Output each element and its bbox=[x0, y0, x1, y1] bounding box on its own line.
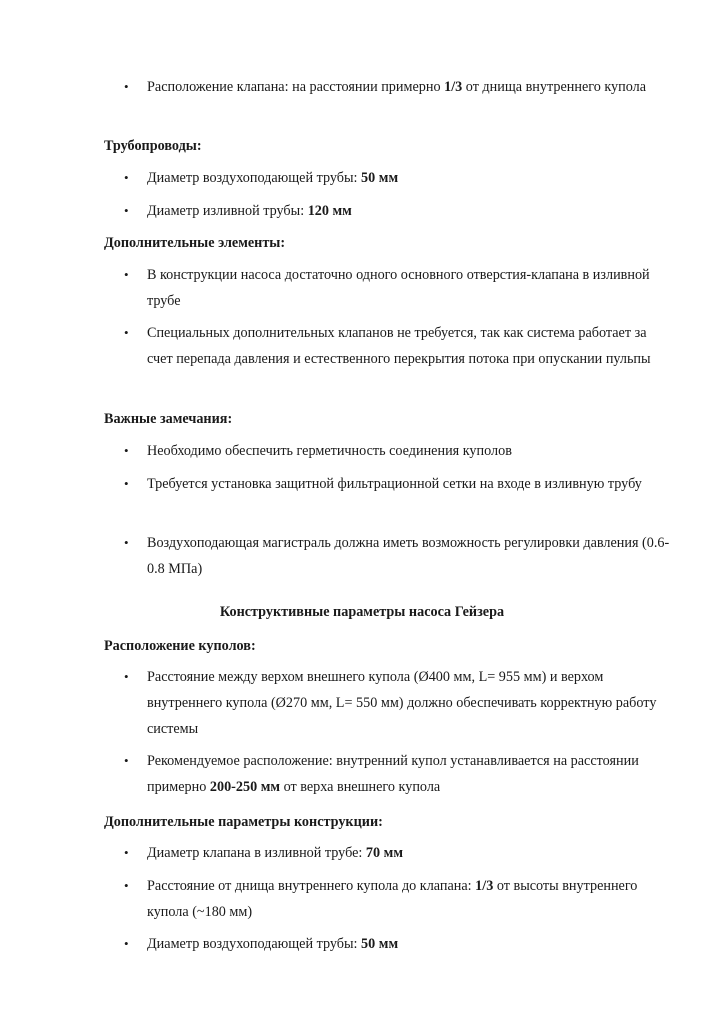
section-heading: Дополнительные элементы: bbox=[104, 235, 286, 251]
bullet: • bbox=[124, 203, 129, 218]
page-title: Конструктивные параметры насоса Гейзера bbox=[219, 604, 505, 620]
list-item-text: Специальных дополнительных клапанов не требуется, так как система работает за счет перепада давления и естественного перекрытия потока при опускании пульпы bbox=[147, 325, 651, 367]
bullet: • bbox=[124, 878, 129, 893]
list-item-text: В конструкции насоса достаточно одного основного отверстия-клапана в изливной трубе bbox=[147, 267, 650, 309]
list-item-text: Требуется установка защитной фильтрационной сетки на входе в изливную трубу bbox=[147, 476, 642, 492]
section-heading: Расположение куполов: bbox=[104, 638, 256, 654]
bullet: • bbox=[124, 753, 129, 768]
list-item-text: Диаметр клапана в изливной трубе: 70 мм bbox=[147, 845, 403, 861]
section-heading: Важные замечания: bbox=[104, 411, 233, 427]
section-heading: Трубопроводы: bbox=[104, 138, 202, 154]
list-item-text: Диаметр изливной трубы: 120 мм bbox=[147, 203, 352, 219]
bullet: • bbox=[124, 267, 129, 282]
bullet: • bbox=[124, 443, 129, 458]
list-item-text: Расстояние между верхом внешнего купола (Ø400 мм, L= 955 мм) и верхом внутреннего купола (Ø270 мм, L= 550 мм) должно обеспечивать корректную работу системы bbox=[147, 669, 657, 737]
list-item-text: Диаметр воздухоподающей трубы: 50 мм bbox=[147, 170, 399, 186]
list-item-text: Расположение клапана: на расстоянии примерно 1/3 от днища внутреннего купола bbox=[147, 79, 647, 95]
list-item-text: Расстояние от днища внутреннего купола до клапана: 1/3 от высоты внутреннего купола (~180 мм) bbox=[147, 878, 638, 920]
bullet: • bbox=[124, 79, 129, 94]
bullet: • bbox=[124, 845, 129, 860]
list-item-text: Рекомендуемое расположение: внутренний купол устанавливается на расстоянии примерно 200-250 мм от верха внешнего купола bbox=[147, 753, 639, 795]
bullet: • bbox=[124, 535, 129, 550]
list-item-text: Диаметр воздухоподающей трубы: 50 мм bbox=[147, 936, 399, 952]
bullet: • bbox=[124, 476, 129, 491]
list-item-text: Необходимо обеспечить герметичность соединения куполов bbox=[147, 443, 512, 459]
bullet: • bbox=[124, 325, 129, 340]
section-heading: Дополнительные параметры конструкции: bbox=[104, 814, 383, 830]
bullet: • bbox=[124, 936, 129, 951]
list-item-text: Воздухоподающая магистраль должна иметь возможность регулировки давления (0.6-0.8 МПа) bbox=[147, 535, 670, 577]
bullet: • bbox=[124, 669, 129, 684]
bullet: • bbox=[124, 170, 129, 185]
